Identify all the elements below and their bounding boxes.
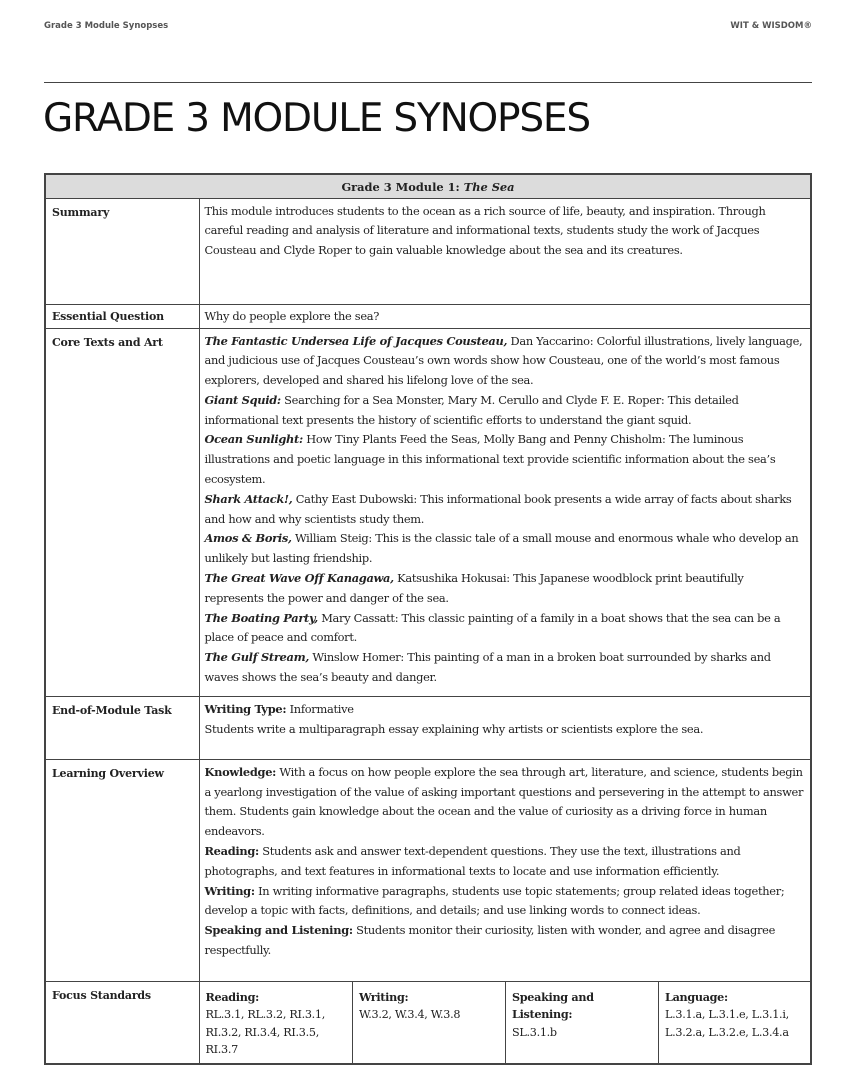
header-brand: WIT & WISDOM® [730, 21, 812, 31]
writing-type-label: Writing Type: [204, 701, 287, 716]
end-task-content [199, 696, 811, 759]
row-essential-question [45, 304, 811, 328]
overview-item [205, 882, 805, 922]
standards-writing [353, 982, 506, 1063]
header-rule [44, 82, 812, 83]
module-synopsis-table [44, 173, 812, 1065]
header-doc-title: Grade 3 Module Synopses [44, 21, 169, 31]
focus-standards-cell [199, 981, 811, 1064]
core-text-description: How Tiny Plants Feed the Seas, Molly Bang and Penny Chisholm: The luminous illustrations and poetic language in this informational text provide scientific information about the sea’s ecosystem. [204, 432, 776, 487]
core-texts-list [199, 328, 811, 696]
overview-item [205, 842, 805, 882]
standards-reading [200, 982, 353, 1063]
overview-item-head: Writing: [204, 883, 255, 898]
core-text-description: Katsushika Hokusai: This Japanese woodblock print beautifully represents the power and danger of the sea. [204, 571, 744, 605]
core-text-description: William Steig: This is the classic tale of a small mouse and enormous whale who develop an unlikely but lasting friendship. [204, 531, 799, 566]
overview-item-text: Students ask and answer text-dependent questions. They use the text, illustrations and photographs, and text features in informational texts to locate and use information efficiently. [204, 844, 741, 878]
module-heading-prefix: Grade 3 Module 1: [341, 180, 464, 194]
standards-speaking-listening [506, 982, 659, 1063]
overview-item-text: Students monitor their curiosity, listen with wonder, and agree and disagree respectfully. [204, 923, 776, 958]
core-text-title: Giant Squid: [204, 392, 281, 407]
overview-item-text: In writing informative paragraphs, students use topic statements; group related ideas together; develop a topic with facts, definitions, and details; and use linking words to connect ideas. [204, 883, 785, 918]
standards-speaking-listening-head: Speaking and Listening: [512, 989, 594, 1022]
end-task-text: Students write a multiparagraph essay explaining why artists or scientists explore the sea. [204, 721, 704, 736]
row-core-texts [45, 328, 811, 696]
core-text-item [205, 648, 805, 688]
module-heading-title: The Sea [463, 180, 515, 194]
core-text-title: The Gulf Stream, [204, 650, 310, 665]
row-end-of-module-task [45, 696, 811, 759]
core-text-title: Shark Attack!, [204, 491, 293, 506]
module-heading [45, 174, 811, 198]
overview-item [205, 763, 805, 842]
overview-item-text: With a focus on how people explore the sea through art, literature, and science, students begin a yearlong investigation of the value of asking important questions and persevering in the attempt to answer them. Students gain knowledge about the ocean and the value of curiosity as a driving force in human endeavors. [204, 764, 804, 839]
page-title: GRADE 3 MODULE SYNOPSES [43, 96, 590, 141]
learning-overview-list [199, 759, 811, 981]
standards-writing-list: W.3.2, W.3.4, W.3.8 [359, 1008, 461, 1022]
essential-question-text: Why do people explore the sea? [199, 304, 811, 328]
summary-label: Summary [45, 198, 199, 304]
row-summary [45, 198, 811, 304]
core-text-title: Ocean Sunlight: [204, 432, 303, 447]
overview-item [205, 921, 805, 961]
standards-writing-head: Writing: [359, 989, 409, 1004]
running-header [44, 19, 812, 33]
core-text-item [205, 490, 805, 530]
core-text-item [205, 609, 805, 649]
summary-text: This module introduces students to the ocean as a rich source of life, beauty, and inspiration. Through careful reading and analysis of literature and informational texts, students study the work of Jacques Cousteau and Clyde Roper to gain valuable knowledge about the sea and its creatures. [199, 198, 811, 304]
core-text-title: The Fantastic Undersea Life of Jacques Cousteau, [204, 333, 508, 348]
learning-overview-label: Learning Overview [45, 759, 199, 981]
overview-item-head: Speaking and Listening: [204, 923, 353, 938]
core-text-item [205, 430, 805, 489]
standards-language-list: L.3.1.a, L.3.1.e, L.3.1.i, L.3.2.a, L.3.2.e, L.3.4.a [665, 1008, 789, 1039]
standards-speaking-listening-list: SL.3.1.b [512, 1025, 557, 1039]
core-text-title: The Boating Party, [204, 610, 318, 625]
focus-standards-grid [200, 982, 811, 1063]
core-text-item [205, 332, 805, 391]
end-task-label: End-of-Module Task [45, 696, 199, 759]
standards-language [659, 982, 811, 1063]
core-text-description: Winslow Homer: This painting of a man in a broken boat surrounded by sharks and waves shows the sea’s beauty and danger. [204, 650, 771, 685]
writing-type-value: Informative [286, 701, 354, 716]
core-texts-label: Core Texts and Art [45, 328, 199, 696]
core-text-description: Cathy East Dubowski: This informational book presents a wide array of facts about sharks and how and why scientists study them. [204, 491, 792, 526]
overview-item-head: Reading: [204, 844, 259, 859]
core-text-description: Searching for a Sea Monster, Mary M. Cerullo and Clyde F. E. Roper: This detailed informational text presents the history of scientific efforts to understand the giant squid. [204, 392, 739, 427]
standards-reading-head: Reading: [205, 989, 259, 1004]
core-text-title: Amos & Boris, [204, 531, 292, 546]
core-text-description: Mary Cassatt: This classic painting of a family in a boat shows that the sea can be a place of peace and comfort. [204, 610, 781, 645]
row-learning-overview [45, 759, 811, 981]
writing-type [205, 700, 805, 720]
row-focus-standards [45, 981, 811, 1064]
core-text-description: Dan Yaccarino: Colorful illustrations, lively language, and judicious use of Jacques Cousteau’s own words show how Cousteau, one of the world’s most famous explorers, developed and shared his lifelong love of the sea. [204, 333, 803, 388]
overview-item-head: Knowledge: [204, 764, 277, 779]
focus-standards-label: Focus Standards [45, 981, 199, 1064]
core-text-title: The Great Wave Off Kanagawa, [204, 571, 394, 586]
core-text-item [205, 529, 805, 569]
standards-language-head: Language: [665, 989, 728, 1004]
core-text-item [205, 569, 805, 609]
essential-question-label: Essential Question [45, 304, 199, 328]
core-text-item [205, 391, 805, 431]
standards-reading-list: RL.3.1, RL.3.2, RI.3.1, RI.3.2, RI.3.4, RI.3.5, RI.3.7 [205, 1008, 325, 1057]
